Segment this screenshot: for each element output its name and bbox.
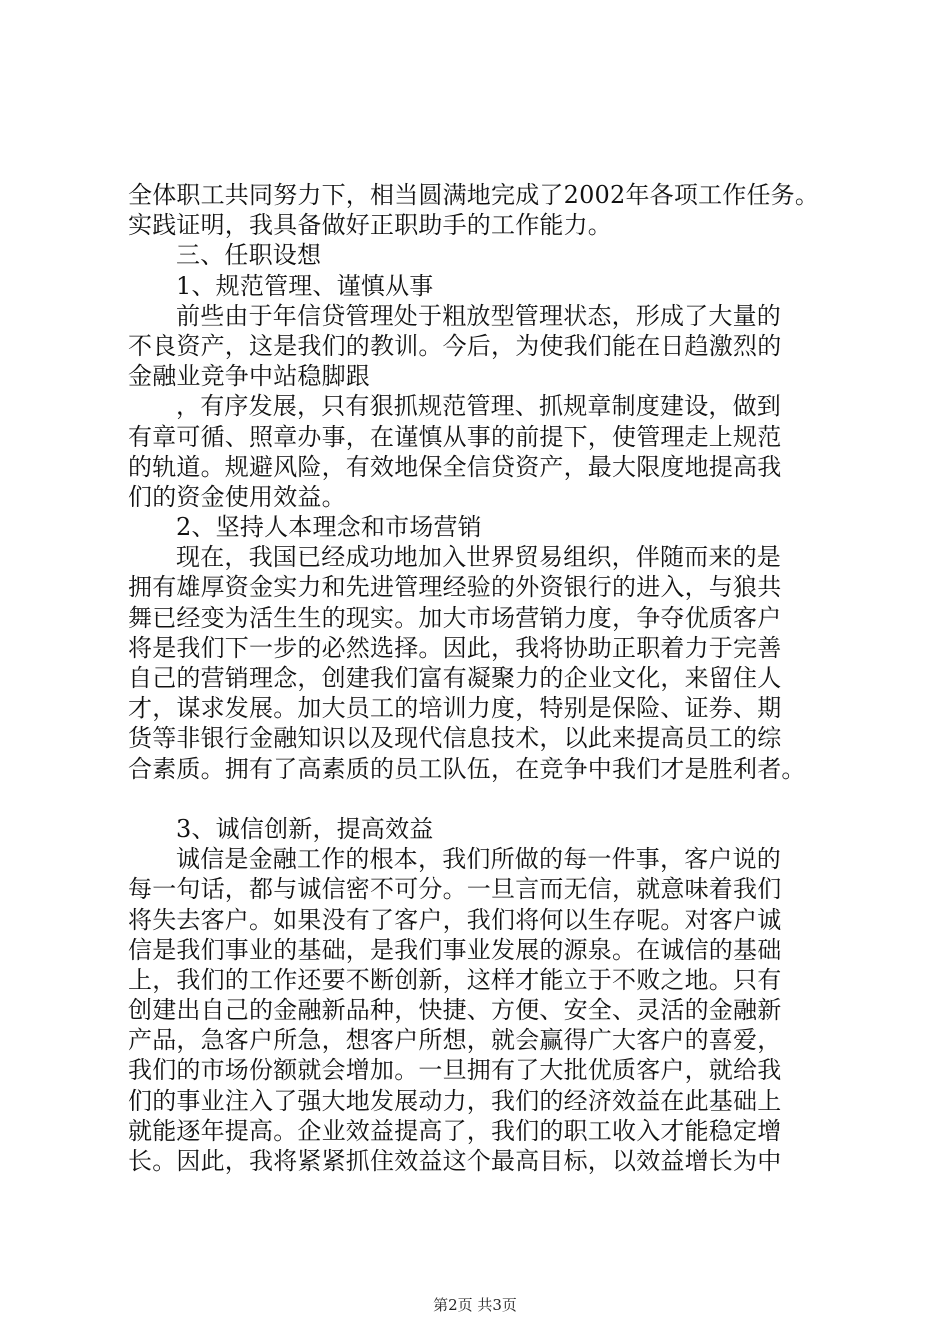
text-line: ，有序发展，只有狠抓规范管理、抓规章制度建设，做到	[176, 392, 781, 421]
text-line: 每一句话，都与诚信密不可分。一旦言而无信，就意味着我们	[128, 875, 782, 904]
text-line: 前些由于年信贷管理处于粗放型管理状态，形成了大量的	[176, 301, 781, 330]
text-line: 2、坚持人本理念和市场营销	[176, 513, 482, 542]
text-line: 有章可循、照章办事，在谨慎从事的前提下，使管理走上规范	[128, 422, 782, 451]
text-line: 三、任职设想	[176, 241, 322, 270]
text-line: 舞已经变为活生生的现实。加大市场营销力度，争夺优质客户	[128, 603, 782, 632]
text-line: 上，我们的工作还要不断创新，这样才能立于不败之地。只有	[128, 965, 782, 994]
text-line: 金融业竞争中站稳脚跟	[128, 362, 370, 391]
text-line: 创建出自己的金融新品种，快捷、方便、安全、灵活的金融新	[128, 996, 782, 1025]
text-line: 产品，急客户所急，想客户所想，就会赢得广大客户的喜爱，	[128, 1026, 782, 1055]
text-line: 才，谋求发展。加大员工的培训力度，特别是保险、证券、期	[128, 694, 782, 723]
text-line: 们的资金使用效益。	[128, 482, 346, 511]
text-line: 现在，我国已经成功地加入世界贸易组织，伴随而来的是	[176, 543, 781, 572]
text-line: 货等非银行金融知识以及现代信息技术，以此来提高员工的综	[128, 724, 782, 753]
page-footer: 第2页 共3页	[433, 1296, 517, 1314]
text-line: 信是我们事业的基础，是我们事业发展的源泉。在诚信的基础	[128, 935, 782, 964]
text-line: 将失去客户。如果没有了客户，我们将何以生存呢。对客户诚	[128, 905, 782, 934]
text-line: 就能逐年提高。企业效益提高了，我们的职工收入才能稳定增	[128, 1116, 782, 1145]
blank-line	[128, 784, 840, 814]
text-line: 不良资产，这是我们的教训。今后，为使我们能在日趋激烈的	[128, 331, 782, 360]
text-line: 合素质。拥有了高素质的员工队伍，在竞争中我们才是胜利者。	[128, 754, 806, 783]
text-line: 实践证明，我具备做好正职助手的工作能力。	[128, 211, 612, 240]
document-body	[128, 180, 840, 1176]
text-line: 们的事业注入了强大地发展动力，我们的经济效益在此基础上	[128, 1086, 782, 1115]
text-line: 诚信是金融工作的根本，我们所做的每一件事，客户说的	[176, 845, 781, 874]
text-line: 拥有雄厚资金实力和先进管理经验的外资银行的进入，与狼共	[128, 573, 782, 602]
text-line: 长。因此，我将紧紧抓住效益这个最高目标，以效益增长为中	[128, 1147, 782, 1175]
text-line: 自己的营销理念，创建我们富有凝聚力的企业文化，来留住人	[128, 664, 782, 692]
text-line: 全体职工共同努力下，相当圆满地完成了2002年各项工作任务。	[128, 181, 820, 209]
text-line: 3、诚信创新，提高效益	[176, 814, 434, 843]
text-line: 我们的市场份额就会增加。一旦拥有了大批优质客户，就给我	[128, 1056, 782, 1085]
text-line: 将是我们下一步的必然选择。因此，我将协助正职着力于完善	[128, 633, 782, 662]
text-line: 1、规范管理、谨慎从事	[176, 271, 434, 300]
text-line: 的轨道。规避风险，有效地保全信贷资产，最大限度地提高我	[128, 452, 782, 481]
